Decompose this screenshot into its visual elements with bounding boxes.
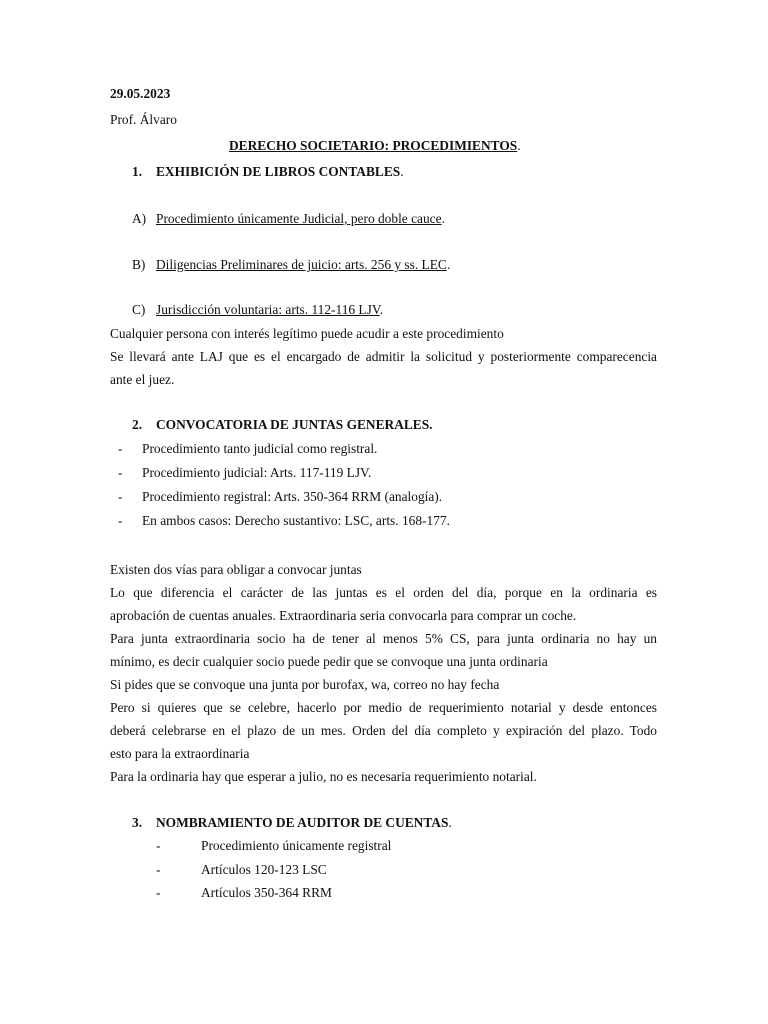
section-2-para-line-10: Para la ordinaria hay que esperar a julio, no es necesaria requerimiento notarial. [110,769,537,784]
section-1-note-3: ante el juez. [110,372,175,387]
section-3-bullet-2-marker: - [156,862,161,877]
section-1-heading-suffix: . [400,164,404,179]
section-2-bullet-3: Procedimiento registral: Arts. 350-364 RRM (analogía). [142,489,443,504]
section-3-heading-suffix: . [448,815,452,830]
section-2-bullet-4-marker: - [118,513,123,528]
section-1-item-c-suffix: . [379,302,384,317]
section-1-note-1: Cualquier persona con interés legítimo puede acudir a este procedimiento [110,326,504,341]
section-1-item-a-marker: A) [132,211,147,226]
section-1-item-a [156,211,445,227]
section-2-number: 2. [132,417,143,432]
section-2-heading: CONVOCATORIA DE JUNTAS GENERALES. [156,417,433,432]
date: 29.05.2023 [110,86,171,101]
section-3-bullet-3: Artículos 350-364 RRM [201,885,332,900]
section-1-item-a-text: Procedimiento únicamente Judicial, pero doble cauce [156,211,442,226]
section-2-para-line-5: mínimo, es decir cualquier socio puede pedir que se convoque una junta ordinaria [110,654,548,669]
section-1-item-c-text: Jurisdicción voluntaria: arts. 112-116 LJV [156,302,380,317]
section-2-para-line-8: deberá celebrarse en el plazo de un mes. Orden del día completo y expiración del plazo. Todo [110,723,657,738]
section-2-para-line-1: Existen dos vías para obligar a convocar juntas [110,562,362,577]
section-1-item-a-suffix: . [441,211,445,226]
section-1-note-2: Se llevará ante LAJ que es el encargado de admitir la solicitud y posteriormente comparecencia [110,349,657,364]
page-title-suffix: . [517,138,521,153]
section-2-bullet-2-marker: - [118,465,123,480]
section-1-item-b-suffix: . [446,257,451,272]
section-1-item-c [156,302,383,318]
section-3-heading [156,815,452,831]
section-1-item-b-text: Diligencias Preliminares de juicio: arts. 256 y ss. LEC [156,257,447,272]
section-3-number: 3. [132,815,143,830]
section-3-bullet-2: Artículos 120-123 LSC [201,862,327,877]
section-2-para-line-2: Lo que diferencia el carácter de las juntas es el orden del día, porque en la ordinaria es [110,585,657,600]
section-2-bullet-4: En ambos casos: Derecho sustantivo: LSC, arts. 168-177. [142,513,450,528]
section-2-para-line-7: Pero si quieres que se celebre, hacerlo por medio de requerimiento notarial y desde entonces [110,700,657,715]
section-2-para-line-4: Para junta extraordinaria socio ha de tener al menos 5% CS, para junta ordinaria no hay un [110,631,657,646]
section-2-para-line-9: esto para la extraordinaria [110,746,250,761]
section-1-number: 1. [132,164,143,179]
section-1-item-c-marker: C) [132,302,146,317]
page-title-text: DERECHO SOCIETARIO: PROCEDIMIENTOS [229,138,518,153]
section-1-heading-text: EXHIBICIÓN DE LIBROS CONTABLES [156,164,401,179]
page-title [229,138,521,154]
section-3-bullet-1: Procedimiento únicamente registral [201,838,392,853]
section-2-para-line-6: Si pides que se convoque una junta por burofax, wa, correo no hay fecha [110,677,500,692]
section-2-bullet-3-marker: - [118,489,123,504]
section-3-bullet-1-marker: - [156,838,161,853]
section-3-bullet-3-marker: - [156,885,161,900]
section-2-bullet-2: Procedimiento judicial: Arts. 117-119 LJV. [142,465,372,480]
section-1-heading [156,164,404,180]
section-2-para-line-3: aprobación de cuentas anuales. Extraordinaria seria convocarla para comprar un coche. [110,608,577,623]
section-1-item-b [156,257,450,273]
professor: Prof. Álvaro [110,112,177,127]
section-1-item-b-marker: B) [132,257,146,272]
section-2-bullet-1-marker: - [118,441,123,456]
section-3-heading-text: NOMBRAMIENTO DE AUDITOR DE CUENTAS [156,815,449,830]
section-2-bullet-1: Procedimiento tanto judicial como registral. [142,441,378,456]
